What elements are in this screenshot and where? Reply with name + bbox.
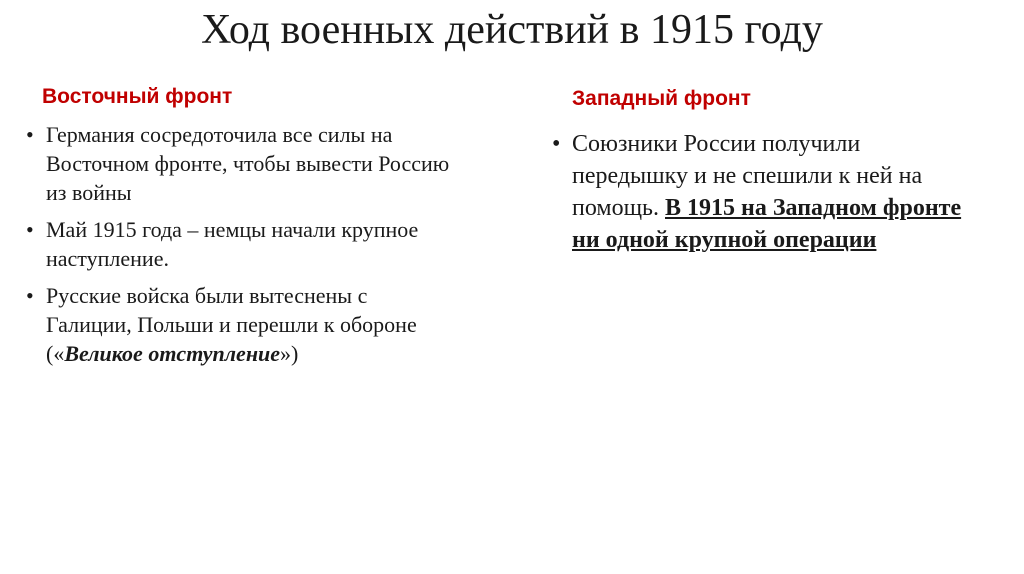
eastern-bullet-3-closing: ») bbox=[280, 341, 299, 366]
eastern-front-list bbox=[26, 120, 456, 376]
western-bullet-1 bbox=[552, 128, 972, 256]
western-front-emphasis: В 1915 на Западном фронте ни одной крупной операции bbox=[572, 195, 962, 253]
western-front-list bbox=[552, 128, 972, 256]
western-bullet-1-text: Союзники России получили передышку и не спешили к ней на помощь. bbox=[572, 131, 923, 221]
eastern-bullet-1-text: Германия сосредоточила все силы на Восточном фронте, чтобы вывести Россию из войны bbox=[46, 122, 450, 205]
eastern-bullet-2-text: Май 1915 года – немцы начали крупное наступление. bbox=[46, 217, 419, 271]
bullet-icon: • bbox=[552, 131, 561, 157]
bullet-icon: • bbox=[26, 122, 34, 147]
western-front-heading: Западный фронт bbox=[572, 87, 751, 110]
eastern-bullet-2 bbox=[26, 215, 456, 273]
bullet-icon: • bbox=[26, 283, 34, 308]
eastern-bullet-3 bbox=[26, 281, 456, 368]
eastern-front-heading: Восточный фронт bbox=[42, 85, 233, 108]
bullet-icon: • bbox=[26, 217, 34, 242]
great-retreat-emphasis: Великое отступление bbox=[64, 341, 281, 366]
slide-title: Ход военных действий в 1915 году bbox=[201, 7, 823, 53]
eastern-bullet-3-text: Русские войска были вытеснены с Галиции, Польши и перешли к обороне (« bbox=[46, 283, 417, 366]
eastern-bullet-1 bbox=[26, 120, 456, 207]
